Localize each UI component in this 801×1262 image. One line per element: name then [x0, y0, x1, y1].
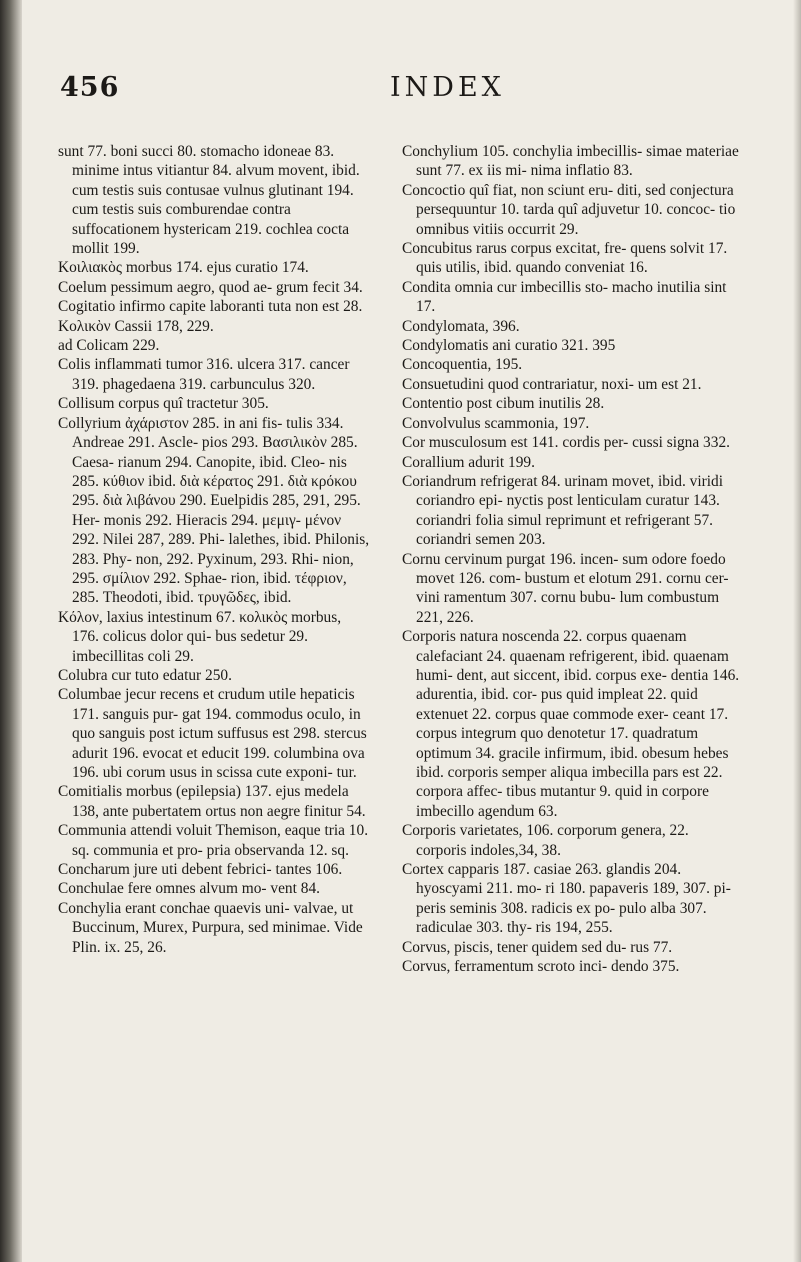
page-number: 456 [60, 72, 120, 103]
index-entry: Comitialis morbus (epilepsia) 137. ejus medela 138, ante pubertatem ortus non aegre finitur 54. [58, 783, 366, 820]
page-edge [793, 0, 801, 1262]
index-entry: Columbae jecur recens et crudum utile hepaticis 171. sanguis pur- gat 194. commodus oculo, in quo sanguis post ictum suffusus est 298. stercus adurit 196. evocat et educit 199. columbina ova 196. ubi corum usus in scissa cute exponi- tur. [58, 686, 367, 781]
index-entry: Condylomatis ani curatio 321. 395 [402, 337, 616, 355]
index-entry: Conchylia erant conchae quaevis uni- valvae, ut Buccinum, Murex, Purpura, sed minimae. Vide Plin. ix. 25, 26. [58, 899, 363, 956]
index-entry: Concubitus rarus corpus excitat, fre- quens solvit 17. quis utilis, ibid. quando conveniat 16. [402, 240, 728, 277]
index-entry: Cogitatio infirmo capite laboranti tuta non est 28. [58, 298, 363, 316]
index-entry: Corvus, ferramentum scroto inci- dendo 375. [402, 958, 680, 976]
index-entry: Convolvulus scammonia, 197. [402, 414, 590, 432]
index-entry: Collisum corpus quî tractetur 305. [58, 395, 269, 413]
index-entry: Corvus, piscis, tener quidem sed du- rus 77. [402, 938, 673, 956]
index-entry: Cornu cervinum purgat 196. incen- sum odore foedo movet 126. com- bustum et elotum 291. cornu cer- vini ramentum 307. cornu bubu- lum combustum 221, 226. [402, 550, 729, 626]
index-entry: Communia attendi voluit Themison, eaque tria 10. sq. communia et pro- pria observanda 12. sq. [58, 822, 369, 859]
index-entry: Κοιλιακὸς morbus 174. ejus curatio 174. [58, 259, 309, 277]
index-entry: Condita omnia cur imbecillis sto- macho inutilia sint 17. [402, 278, 727, 316]
index-entry: Κόλον, laxius intestinum 67. κολικὸς morbus, 176. colicus dolor qui- bus sedetur 29. imbecillitas coli 29. [58, 608, 342, 665]
index-entry: Collyrium ἀχάριστον 285. in ani fis- tulis 334. Andreae 291. Ascle- pios 293. Βασιλικὸν 285. Caesa- rianum 294. Canopite, ibid. Cleo- nis 285. κύθιον ibid. διὰ κέρατος 291. διὰ κρόκου 295. διὰ λιβάνου 290. Euelpidis 285, 291, 295. Her- monis 292. Hieracis 294. μεμιγ- μένον 292. Nilei 287, 289. Phi- lalethes, ibid. Philonis, 283. Phy- non, 292. Pyxinum, 293. Rhi- nion, 295. σμίλιον 292. Sphae- rion, ibid. τέφριον, 285. Theodoti, ibid. τρυγῶδες, ibid. [58, 414, 370, 607]
right-index-column [402, 142, 742, 976]
index-entry: Coriandrum refrigerat 84. urinam movet, ibid. viridi coriandro epi- nyctis post lenticulam curatur 143. coriandri folia simul reprimunt et refrigerant 57. coriandri semen 203. [402, 472, 723, 549]
index-entry: Conchylium 105. conchylia imbecillis- simae materiae sunt 77. ex iis mi- nima inflatio 83. [402, 143, 739, 180]
index-entry: sunt 77. boni succi 80. stomacho idoneae 83. minime intus vitiantur 84. alvum movent, ibid. cum testis suis contusae vulnus glutinant 194. cum testis suis comburendae contra suffocationem hystericam 219. cochlea cocta mollit 199. [58, 143, 360, 258]
left-index-column [58, 142, 370, 957]
index-entry: Concharum jure uti debent febrici- tantes 106. [58, 861, 343, 879]
index-entry: Κολικὸν Cassii 178, 229. [58, 317, 214, 335]
index-entry: Cortex capparis 187. casiae 263. glandis 204. hyoscyami 211. mo- ri 180. papaveris 189, 307. pi- peris seminis 308. radicis ex po- pulo alba 307. radiculae 303. thy- ris 194, 255. [402, 861, 731, 937]
running-title: INDEX [390, 72, 505, 103]
index-entry: Corallium adurit 199. [402, 453, 535, 471]
index-entry: Concoctio quî fiat, non sciunt eru- diti, sed conjectura persequuntur 10. tarda quî adjuvetur 10. concoc- tio omnibus vitiis occurrit 29. [402, 181, 736, 238]
index-entry: Corporis natura noscenda 22. corpus quaenam calefaciant 24. quaenam refrigerent, ibid. quaenam humi- dent, aut siccent, ibid. corpus exe- dentia 146. adurentia, ibid. cor- pus quid impleat 22. quid extenuet 22. corpus quae commode exer- ceant 17. corpus integrum quo denotetur 17. quadratum optimum 34. gracile infirmum, ibid. obesum hebes ibid. corporis semper aliqua imbecilla pars est 22. corpora affec- tibus mutantur 9. quid in corpore imbecillo agendum 63. [402, 628, 740, 820]
index-entry: Colis inflammati tumor 316. ulcera 317. cancer 319. phagedaena 319. carbunculus 320. [58, 356, 350, 393]
index-entry: Condylomata, 396. [402, 317, 520, 335]
index-entry: Consuetudini quod contrariatur, noxi- um est 21. [402, 375, 702, 393]
index-entry: ad Colicam 229. [58, 337, 160, 355]
index-entry: Concoquentia, 195. [402, 356, 523, 374]
binding-shadow [0, 0, 22, 1262]
index-entry: Contentio post cibum inutilis 28. [402, 395, 605, 413]
index-entry: Coelum pessimum aegro, quod ae- grum fecit 34. [58, 278, 363, 296]
index-entry: Colubra cur tuto edatur 250. [58, 666, 232, 684]
running-header [0, 72, 801, 112]
index-entry: Corporis varietates, 106. corporum genera, 22. corporis indoles,34, 38. [402, 822, 689, 859]
index-entry: Cor musculosum est 141. cordis per- cussi signa 332. [402, 434, 730, 452]
index-entry: Conchulae fere omnes alvum mo- vent 84. [58, 880, 320, 898]
